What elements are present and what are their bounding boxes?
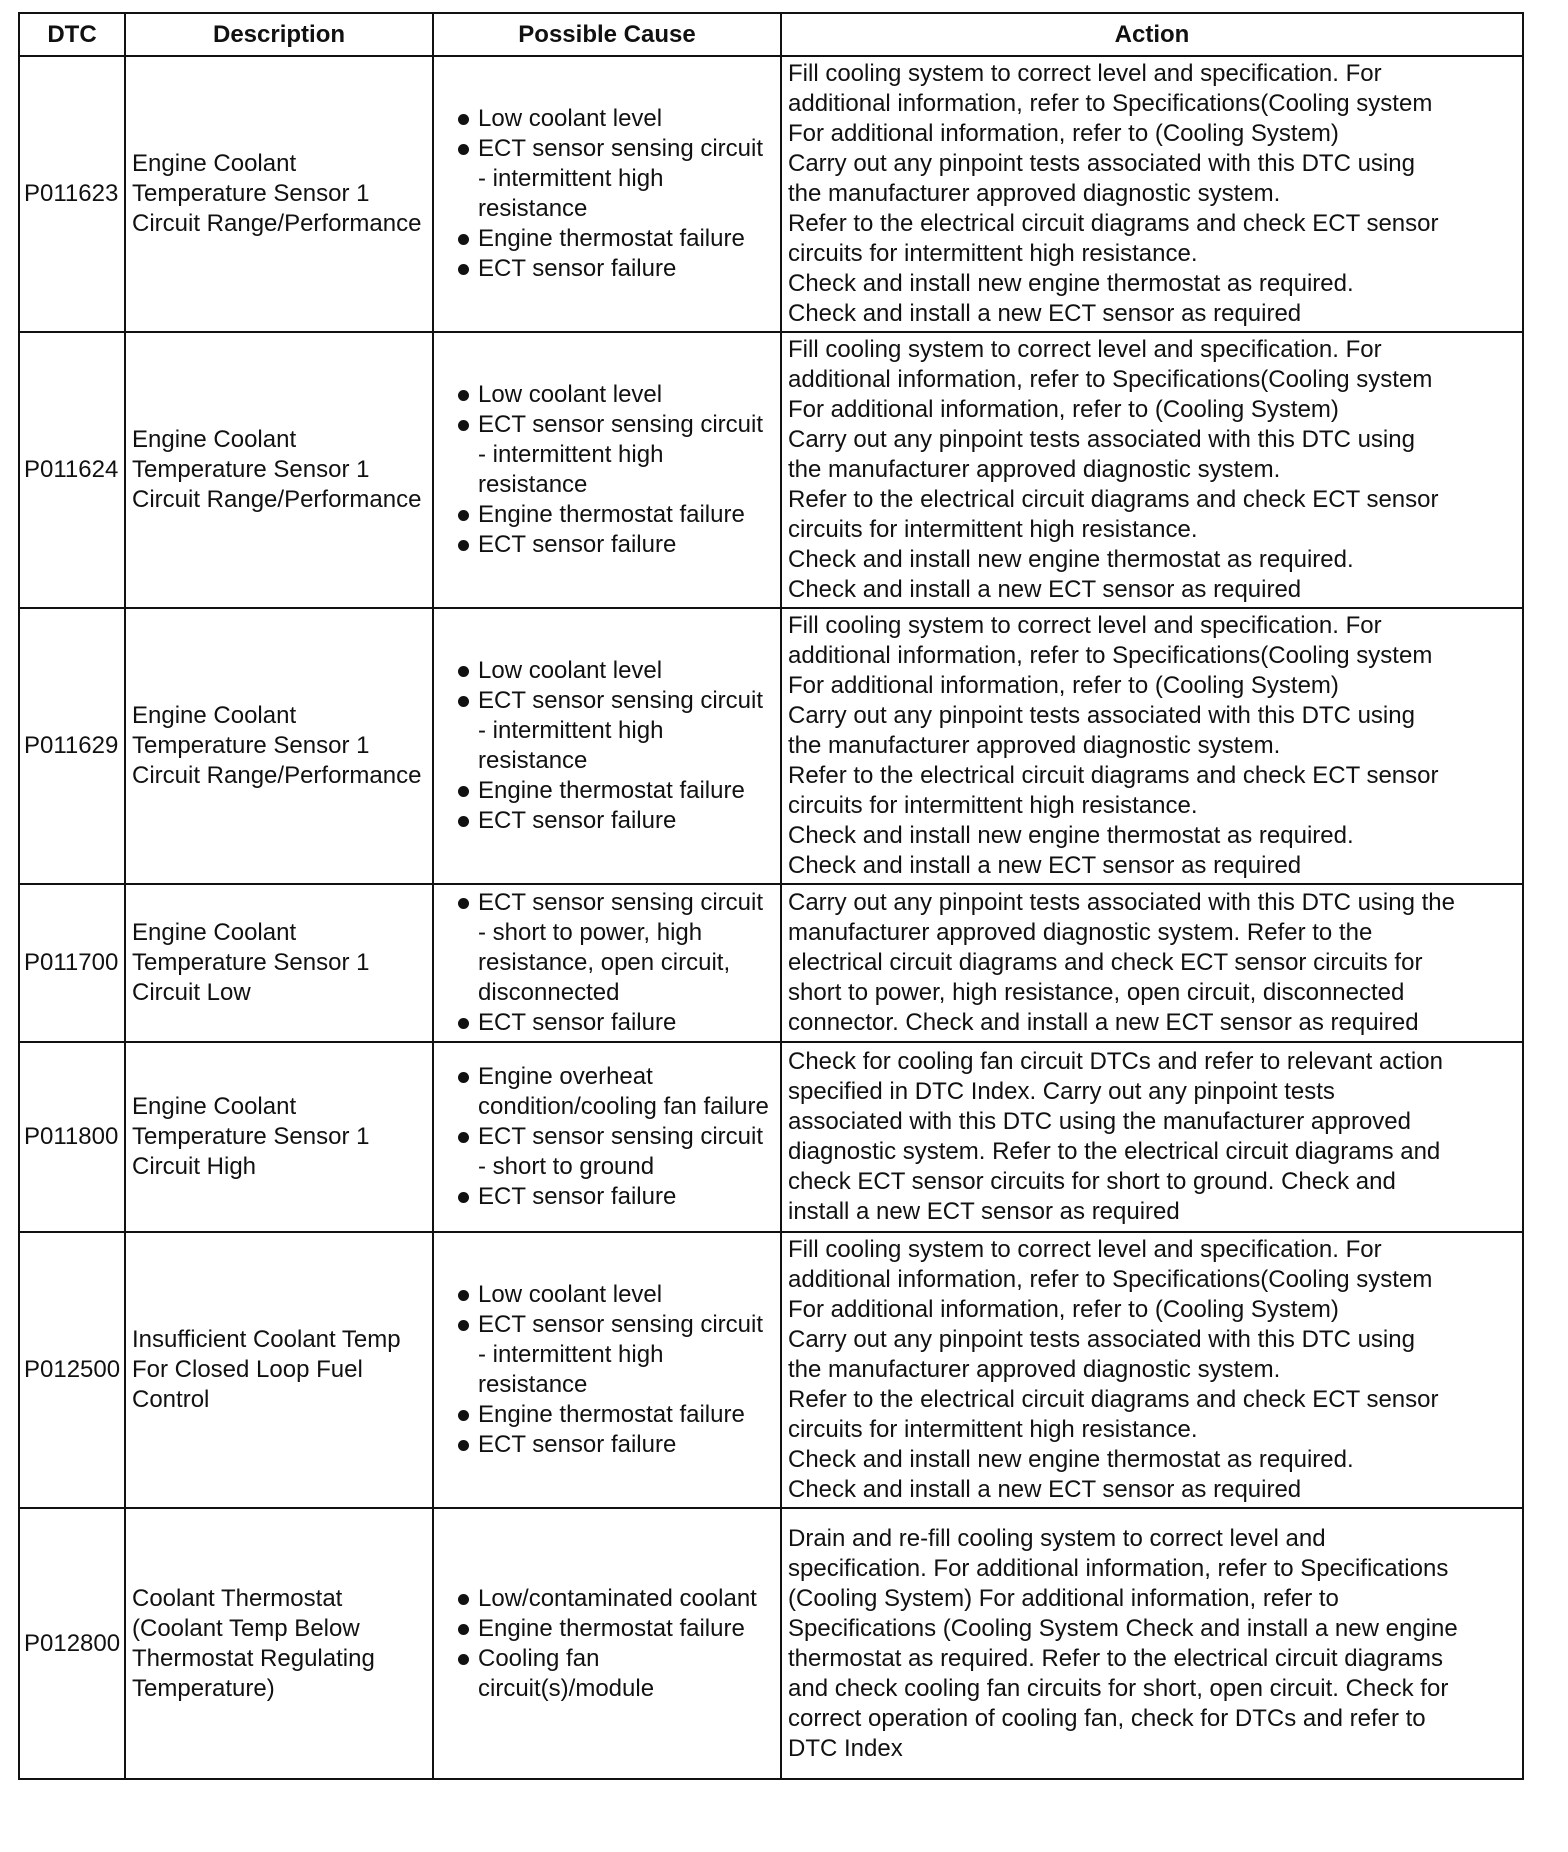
action-line: Carry out any pinpoint tests associated with this DTC using the xyxy=(788,889,1455,916)
description-line: Circuit Range/Performance xyxy=(132,210,422,237)
action-line: Refer to the electrical circuit diagrams and check ECT sensor xyxy=(788,486,1439,513)
cause-item: ECT sensor sensing circuit - short to ground xyxy=(442,1122,776,1182)
action-line: install a new ECT sensor as required xyxy=(788,1198,1180,1225)
possible-causes xyxy=(433,56,781,332)
dtc-description xyxy=(125,1508,433,1779)
action-line: For additional information, refer to (Cooling System) xyxy=(788,1296,1339,1323)
action-line: For additional information, refer to (Cooling System) xyxy=(788,396,1339,423)
action-line: Fill cooling system to correct level and specification. For xyxy=(788,612,1382,639)
action-line: Carry out any pinpoint tests associated with this DTC using xyxy=(788,702,1415,729)
action-line: additional information, refer to Specifications(Cooling system xyxy=(788,90,1433,117)
table-row xyxy=(19,608,1523,884)
action-line: circuits for intermittent high resistance. xyxy=(788,1416,1198,1443)
cause-item: Low coolant level xyxy=(442,104,776,134)
header-possible-cause: Possible Cause xyxy=(433,13,781,56)
cause-item: Engine thermostat failure xyxy=(442,1400,776,1430)
action-line: Carry out any pinpoint tests associated with this DTC using xyxy=(788,150,1415,177)
header-action: Action xyxy=(781,13,1523,56)
description-line: Engine Coolant xyxy=(132,150,297,177)
cause-list xyxy=(442,1280,776,1460)
dtc-description xyxy=(125,1232,433,1508)
possible-causes xyxy=(433,884,781,1042)
action-text xyxy=(781,56,1523,332)
possible-causes xyxy=(433,1042,781,1232)
action-line: check ECT sensor circuits for short to ground. Check and xyxy=(788,1168,1396,1195)
action-line: Refer to the electrical circuit diagrams and check ECT sensor xyxy=(788,210,1439,237)
table-row xyxy=(19,1508,1523,1779)
action-text xyxy=(781,332,1523,608)
cause-item: ECT sensor failure xyxy=(442,806,776,836)
possible-causes xyxy=(433,1232,781,1508)
action-line: Check and install a new ECT sensor as required xyxy=(788,1476,1302,1503)
table-row xyxy=(19,1042,1523,1232)
action-line: specified in DTC Index. Carry out any pinpoint tests xyxy=(788,1078,1335,1105)
cause-item: Low coolant level xyxy=(442,1280,776,1310)
description-line: Engine Coolant xyxy=(132,1093,297,1120)
action-line: associated with this DTC using the manufacturer approved xyxy=(788,1108,1411,1135)
header-dtc: DTC xyxy=(19,13,125,56)
dtc-code: P012800 xyxy=(19,1508,125,1779)
action-line: For additional information, refer to (Cooling System) xyxy=(788,672,1339,699)
action-line: and check cooling fan circuits for short, open circuit. Check for xyxy=(788,1674,1449,1702)
cause-item: ECT sensor failure xyxy=(442,1430,776,1460)
description-line: Temperature Sensor 1 xyxy=(132,180,370,207)
action-text xyxy=(781,1232,1523,1508)
cause-item: ECT sensor failure xyxy=(442,1008,776,1038)
description-line: Insufficient Coolant Temp xyxy=(132,1326,401,1353)
description-line: Engine Coolant xyxy=(132,702,297,729)
action-line: Check and install a new ECT sensor as required xyxy=(788,852,1302,879)
action-text xyxy=(781,608,1523,884)
cause-list xyxy=(442,380,776,560)
dtc-code: P011624 xyxy=(19,332,125,608)
action-line: Specifications (Cooling System Check and install a new engine xyxy=(788,1614,1458,1642)
action-line: circuits for intermittent high resistance. xyxy=(788,240,1198,267)
dtc-code: P012500 xyxy=(19,1232,125,1508)
action-text xyxy=(781,1042,1523,1232)
action-line: circuits for intermittent high resistance. xyxy=(788,792,1198,819)
description-line: Circuit Range/Performance xyxy=(132,486,422,513)
table-row xyxy=(19,332,1523,608)
action-line: Drain and re-fill cooling system to correct level and xyxy=(788,1524,1326,1552)
cause-item: Engine thermostat failure xyxy=(442,224,776,254)
description-line: Engine Coolant xyxy=(132,919,297,946)
action-line: DTC Index xyxy=(788,1734,903,1762)
action-line: additional information, refer to Specifications(Cooling system xyxy=(788,1266,1433,1293)
dtc-description xyxy=(125,608,433,884)
description-line: Temperature Sensor 1 xyxy=(132,949,370,976)
action-line: Fill cooling system to correct level and specification. For xyxy=(788,1236,1382,1263)
action-line: Check and install new engine thermostat as required. xyxy=(788,546,1354,573)
action-line: additional information, refer to Specifications(Cooling system xyxy=(788,642,1433,669)
action-line: the manufacturer approved diagnostic system. xyxy=(788,456,1281,483)
dtc-table xyxy=(18,12,1524,1780)
cause-list xyxy=(442,1062,776,1212)
action-line: correct operation of cooling fan, check for DTCs and refer to xyxy=(788,1704,1426,1732)
table-row xyxy=(19,884,1523,1042)
action-line: Check and install a new ECT sensor as required xyxy=(788,300,1302,327)
dtc-code: P011623 xyxy=(19,56,125,332)
cause-list xyxy=(442,656,776,836)
possible-causes xyxy=(433,608,781,884)
action-line: Check and install new engine thermostat as required. xyxy=(788,270,1354,297)
action-line: Fill cooling system to correct level and specification. For xyxy=(788,336,1382,363)
action-line: the manufacturer approved diagnostic system. xyxy=(788,180,1281,207)
cause-list xyxy=(442,1584,776,1704)
action-line: (Cooling System) For additional information, refer to xyxy=(788,1584,1339,1612)
dtc-code: P011700 xyxy=(19,884,125,1042)
cause-item: Engine overheat condition/cooling fan failure xyxy=(442,1062,776,1122)
action-line: Check and install a new ECT sensor as required xyxy=(788,576,1302,603)
action-text xyxy=(781,1508,1523,1779)
cause-item: Engine thermostat failure xyxy=(442,1614,776,1644)
action-line: diagnostic system. Refer to the electrical circuit diagrams and xyxy=(788,1138,1441,1165)
action-line: manufacturer approved diagnostic system. Refer to the xyxy=(788,919,1373,946)
action-line: Refer to the electrical circuit diagrams and check ECT sensor xyxy=(788,762,1439,789)
description-line: Temperature) xyxy=(132,1674,275,1702)
table-row xyxy=(19,56,1523,332)
action-line: the manufacturer approved diagnostic system. xyxy=(788,732,1281,759)
description-line: For Closed Loop Fuel xyxy=(132,1356,363,1383)
action-line: Check for cooling fan circuit DTCs and refer to relevant action xyxy=(788,1048,1443,1075)
description-line: Coolant Thermostat xyxy=(132,1584,343,1612)
dtc-description xyxy=(125,332,433,608)
possible-causes xyxy=(433,1508,781,1779)
dtc-description xyxy=(125,1042,433,1232)
cause-item: ECT sensor sensing circuit - intermittent high resistance xyxy=(442,410,776,500)
action-line: the manufacturer approved diagnostic system. xyxy=(788,1356,1281,1383)
cause-list xyxy=(442,888,776,1038)
action-line: thermostat as required. Refer to the electrical circuit diagrams xyxy=(788,1644,1443,1672)
possible-causes xyxy=(433,332,781,608)
action-line: Carry out any pinpoint tests associated with this DTC using xyxy=(788,426,1415,453)
cause-item: Engine thermostat failure xyxy=(442,500,776,530)
description-line: Circuit Range/Performance xyxy=(132,762,422,789)
action-line: Refer to the electrical circuit diagrams and check ECT sensor xyxy=(788,1386,1439,1413)
cause-item: Low coolant level xyxy=(442,380,776,410)
dtc-document xyxy=(18,12,1522,1780)
cause-item: ECT sensor failure xyxy=(442,530,776,560)
cause-item: ECT sensor sensing circuit - intermittent high resistance xyxy=(442,686,776,776)
dtc-description xyxy=(125,884,433,1042)
action-line: short to power, high resistance, open circuit, disconnected xyxy=(788,979,1405,1006)
description-line: Circuit High xyxy=(132,1153,257,1180)
action-line: additional information, refer to Specifications(Cooling system xyxy=(788,366,1433,393)
action-line: circuits for intermittent high resistance. xyxy=(788,516,1198,543)
cause-list xyxy=(442,104,776,284)
cause-item: ECT sensor sensing circuit - short to power, high resistance, open circuit, disconnected xyxy=(442,888,776,1008)
action-line: specification. For additional information, refer to Specifications xyxy=(788,1554,1449,1582)
cause-item: ECT sensor sensing circuit - intermittent high resistance xyxy=(442,134,776,224)
cause-item: ECT sensor failure xyxy=(442,254,776,284)
cause-item: ECT sensor failure xyxy=(442,1182,776,1212)
dtc-code: P011629 xyxy=(19,608,125,884)
action-line: connector. Check and install a new ECT sensor as required xyxy=(788,1009,1419,1036)
description-line: Thermostat Regulating xyxy=(132,1644,375,1672)
cause-item: Cooling fan circuit(s)/module xyxy=(442,1644,776,1704)
cause-item: ECT sensor sensing circuit - intermittent high resistance xyxy=(442,1310,776,1400)
cause-item: Low/contaminated coolant xyxy=(442,1584,776,1614)
description-line: Engine Coolant xyxy=(132,426,297,453)
description-line: Temperature Sensor 1 xyxy=(132,732,370,759)
action-line: Carry out any pinpoint tests associated with this DTC using xyxy=(788,1326,1415,1353)
dtc-description xyxy=(125,56,433,332)
action-line: Check and install new engine thermostat as required. xyxy=(788,822,1354,849)
description-line: Temperature Sensor 1 xyxy=(132,456,370,483)
table-row xyxy=(19,1232,1523,1508)
action-line: electrical circuit diagrams and check ECT sensor circuits for xyxy=(788,949,1423,976)
description-line: Circuit Low xyxy=(132,979,251,1006)
action-text xyxy=(781,884,1523,1042)
header-description: Description xyxy=(125,13,433,56)
description-line: (Coolant Temp Below xyxy=(132,1614,360,1642)
dtc-code: P011800 xyxy=(19,1042,125,1232)
cause-item: Low coolant level xyxy=(442,656,776,686)
description-line: Control xyxy=(132,1386,210,1413)
action-line: Fill cooling system to correct level and specification. For xyxy=(788,60,1382,87)
action-line: Check and install new engine thermostat as required. xyxy=(788,1446,1354,1473)
description-line: Temperature Sensor 1 xyxy=(132,1123,370,1150)
action-line: For additional information, refer to (Cooling System) xyxy=(788,120,1339,147)
cause-item: Engine thermostat failure xyxy=(442,776,776,806)
header-row xyxy=(19,13,1523,56)
